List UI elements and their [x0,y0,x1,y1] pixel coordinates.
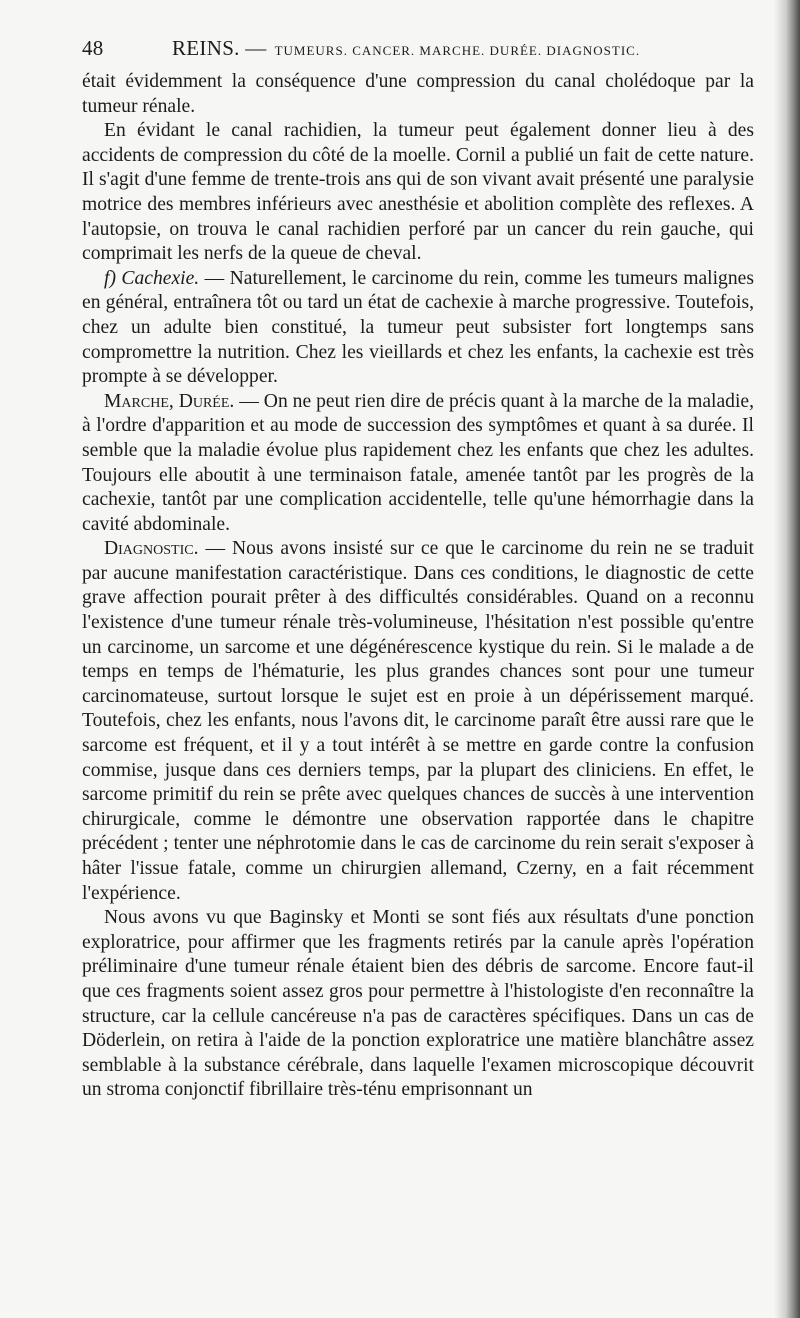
paragraph-cachexie-text: — Naturellement, le carcinome du rein, comme les tumeurs malignes en général, entraînera tôt ou tard un état de cachexie à marche progressive. Toutefois, chez un adulte bien constitué, la tumeur peut subsister fort longtemps sans compromettre la nutrition. Chez les vieillards et chez les enfants, la cachexie est très prompte à se développer. [82,267,754,388]
paragraph-marche-duree-text: — On ne peut rien dire de précis quant à la marche de la maladie, à l'ordre d'apparition et au mode de succession des symptômes et quant à sa durée. Il semble que la maladie évolue plus rapidement chez les enfants que chez les adultes. Toujours elle aboutit à une terminaison fatale, amenée tantôt par les progrès de la cachexie, tantôt par une complication accidentelle, telle qu'une hémorrhagie dans la cavité abdominale. [82,390,754,535]
paragraph-marche-duree [82,390,754,538]
section-label-diagnostic: Diagnostic. [104,538,199,560]
paragraph-diagnostic [82,537,754,906]
page-content [82,36,754,1103]
paragraph-diagnostic-text: — Nous avons insisté sur ce que le carcinome du rein ne se traduit par aucune manifestation caractéristique. Dans ces conditions, le diagnostic de cette grave affection pourait prêter à des difficultés considérables. Quand on a reconnu l'existence d'une tumeur rénale très-volumineuse, l'hésitation n'est possible qu'entre un carcinome, un sarcome et une dégénérescence kystique du rein. Si le malade a de temps en temps de l'hématurie, les plus grandes chances sont pour une tumeur carcinomateuse, surtout lorsque le sujet est en proie à un dépérissement marqué. Toutefois, chez les enfants, nous l'avons dit, le carcinome paraît être aussi rare que le sarcome est fréquent, et il y a tout intérêt à se mettre en garde contre la confusion commise, jusque dans ces derniers temps, par la plupart des cliniciens. En effet, le sarcome primitif du rein se prête avec quelques chances de succès à une intervention chirurgicale, comme le démontre une observation rapportée dans le chapitre précédent ; tenter une néphrotomie dans le cas de carcinome du rein serait s'exposer à hâter l'issue fatale, comme un chirurgien allemand, Czerny, en a fait récemment l'expérience. [82,538,754,904]
running-head [82,36,754,70]
running-head-title: REINS. — [172,36,267,60]
body-text [82,70,754,1103]
paragraph-continuation: était évidemment la conséquence d'une compression du canal cholédoque par la tumeur rénale. [82,71,754,117]
section-label-marche-duree: Marche, Durée. [104,390,235,412]
paragraph-cachexie [82,267,754,390]
paragraph-ponction: Nous avons vu que Baginsky et Monti se sont fiés aux résultats d'une ponction exploratrice, pour affirmer que les fragments retirés par la canule après l'opération préliminaire d'une tumeur rénale étaient bien des débris de sarcome. Encore faut-il que ces fragments soient assez gros pour permettre à l'histologiste d'en reconnaître la structure, car la cellule cancéreuse n'a pas de caractères spécifiques. Dans un cas de Döderlein, on retira à l'aide de la ponction exploratrice une matière blanchâtre assez semblable à la substance cérébrale, dans laquelle l'examen microscopique découvrit un stroma conjonctif fibrillaire très-ténu emprisonnant un [82,907,754,1101]
paragraph-compression: En évidant le canal rachidien, la tumeur peut également donner lieu à des accidents de compression du côté de la moelle. Cornil a publié un fait de cette nature. Il s'agit d'une femme de trente-trois ans qui de son vivant avait présenté une paralysie motrice des membres inférieurs avec anesthésie et abolition complète des reflexes. A l'autopsie, on trouva le canal rachidien perforé par un cancer du rein gauche, qui comprimait les nerfs de la queue de cheval. [82,120,754,265]
page-binding-shadow [774,0,800,1318]
running-head-subtitle: TUMEURS. CANCER. MARCHE. DURÉE. DIAGNOSTIC. [274,43,641,58]
page-number: 48 [82,36,104,60]
section-label-cachexie: f) Cachexie. [104,267,200,289]
